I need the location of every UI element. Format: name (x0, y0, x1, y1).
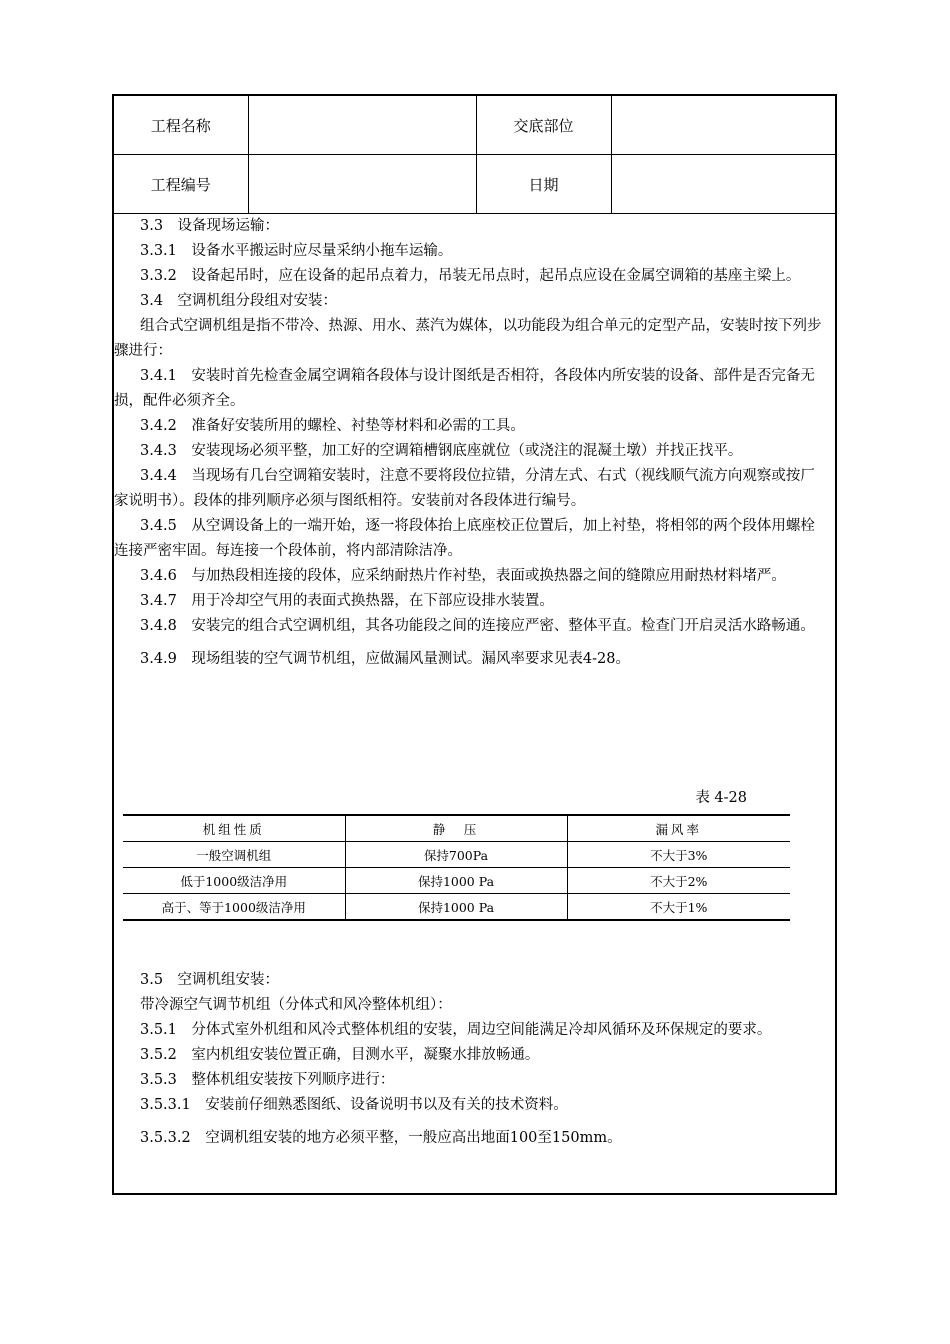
table-cell: 不大于1% (567, 894, 790, 921)
paragraph: 3.4 空调机组分段组对安装： (140, 293, 338, 309)
paragraph: 3.4.7 用于冷却空气用的表面式换热器，在下部应设排水装置。 (140, 593, 554, 609)
paragraph: 3.4.2 准备好安装所用的螺栓、衬垫等材料和必需的工具。 (140, 418, 525, 434)
paragraph: 3.4.5 从空调设备上的一端开始，逐一将段体抬上底座校正位置后，加上衬垫，将相邻的两个段体用螺栓连接严密牢固。每连接一个段体前，将内部清除洁净。 (114, 518, 815, 559)
paragraph: 3.5.1 分体式室外机组和风冷式整体机组的安装，周边空间能满足冷却风循环及环保规定的要求。 (140, 1022, 772, 1038)
paragraph: 3.4.3 安装现场必须平整，加工好的空调箱槽钢底座就位（或浇注的混凝土墩）并找正找平。 (140, 443, 743, 459)
table-row (123, 894, 790, 921)
paragraph: 3.3.1 设备水平搬运时应尽量采纳小拖车运输。 (140, 243, 453, 259)
paragraph: 3.3 设备现场运输： (140, 218, 280, 234)
table-cell: 一般空调机组 (123, 842, 345, 868)
paragraph: 3.3.2 设备起吊时，应在设备的起吊点着力，吊装无吊点时，起吊点应设在金属空调箱的基座主梁上。 (140, 268, 801, 284)
paragraph: 带冷源空气调节机组（分体式和风冷整体机组）： (140, 997, 452, 1013)
project-name-value (248, 96, 476, 155)
paragraph: 3.5.3.2 空调机组安装的地方必须平整，一般应高出地面100至150mm。 (140, 1130, 622, 1146)
handover-part-label: 交底部位 (476, 96, 611, 155)
paragraph: 3.5.3.1 安装前仔细熟悉图纸、设备说明书以及有关的技术资料。 (140, 1097, 568, 1113)
paragraph: 3.4.1 安装时首先检查金属空调箱各段体与设计图纸是否相符，各段体内所安装的设备、部件是否完备无损，配件必须齐全。 (114, 368, 815, 409)
paragraph: 3.4.4 当现场有几台空调箱安装时，注意不要将段位拉错，分清左式、右式（视线顺气流方向观察或按厂家说明书）。段体的排列顺序必须与图纸相符。安装前对各段体进行编号。 (114, 468, 815, 509)
header-table (114, 96, 835, 214)
paragraph: 3.5.3 整体机组安装按下列顺序进行： (140, 1072, 395, 1088)
table-cell: 低于1000级洁净用 (123, 868, 345, 894)
paragraph: 3.5 空调机组安装： (140, 972, 280, 988)
paragraph: 组合式空调机组是指不带冷、热源、用水、蒸汽为媒体，以功能段为组合单元的定型产品，安装时按下列步骤进行： (114, 318, 822, 359)
project-name-label: 工程名称 (114, 96, 248, 155)
leakage-rate-table (123, 814, 790, 921)
column-header: 静 压 (345, 815, 567, 842)
paragraph: 3.4.8 安装完的组合式空调机组，其各功能段之间的连接应严密、整体平直。检查门开启灵活水路畅通。 (140, 618, 815, 634)
table-cell: 不大于2% (567, 868, 790, 894)
content-body (114, 214, 835, 672)
date-value (611, 155, 835, 214)
table-row (123, 868, 790, 894)
table-cell: 保持700Pa (345, 842, 567, 868)
column-header: 机组性质 (123, 815, 345, 842)
paragraph: 3.4.6 与加热段相连接的段体，应采纳耐热片作衬垫，表面或换热器之间的缝隙应用耐热材料堵严。 (140, 568, 786, 584)
column-header: 漏风率 (567, 815, 790, 842)
header-row-1 (114, 96, 835, 155)
project-number-label: 工程编号 (114, 155, 248, 214)
table-cell: 保持1000 Pa (345, 868, 567, 894)
handover-part-value (611, 96, 835, 155)
table-row (123, 842, 790, 868)
header-row-2 (114, 155, 835, 214)
document-frame (112, 94, 837, 1195)
content-body-2 (114, 968, 835, 1151)
paragraph: 3.5.2 室内机组安装位置正确，目测水平，凝聚水排放畅通。 (140, 1047, 540, 1063)
table-caption: 表 4-28 (695, 790, 747, 806)
paragraph: 3.4.9 现场组装的空气调节机组，应做漏风量测试。漏风率要求见表4-28。 (140, 651, 630, 667)
project-number-value (248, 155, 476, 214)
table-header-row (123, 815, 790, 842)
table-cell: 保持1000 Pa (345, 894, 567, 921)
table-cell: 不大于3% (567, 842, 790, 868)
date-label: 日期 (476, 155, 611, 214)
table-cell: 高于、等于1000级洁净用 (123, 894, 345, 921)
